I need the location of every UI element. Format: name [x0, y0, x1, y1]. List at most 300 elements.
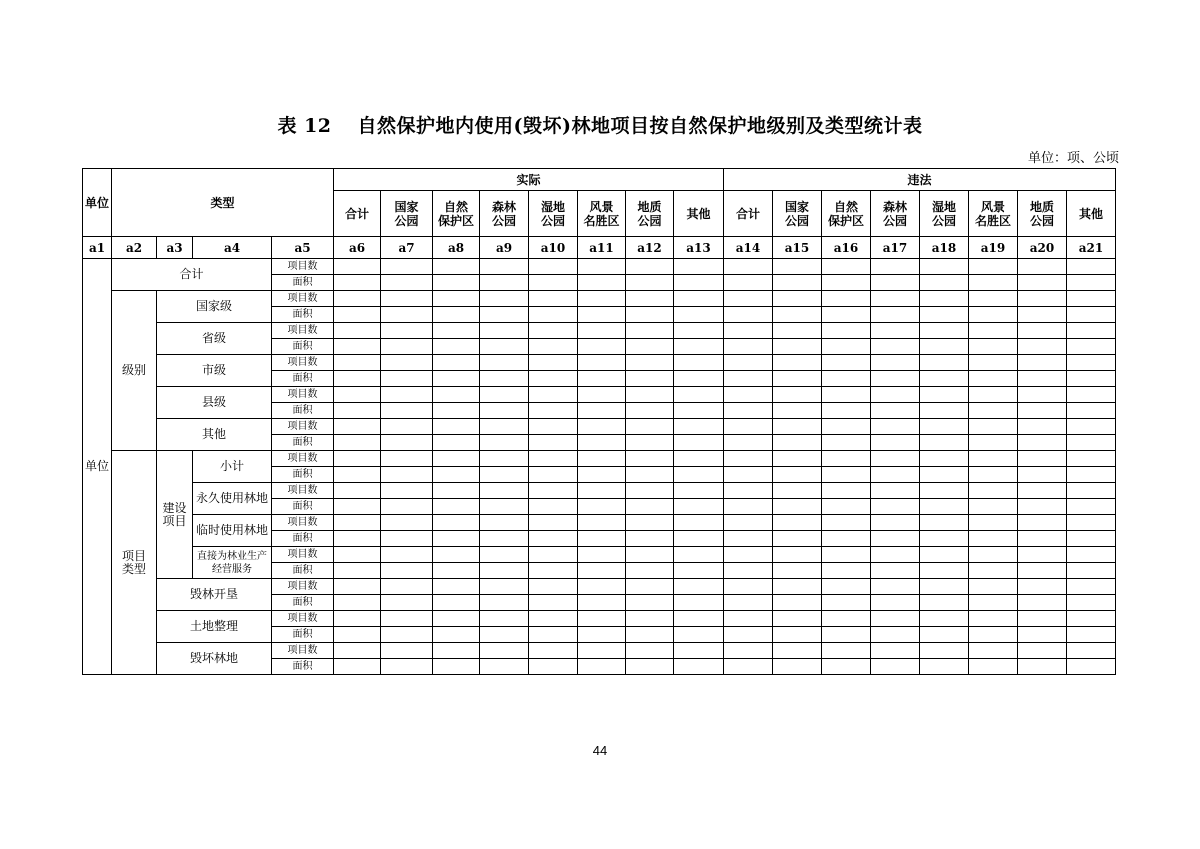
value-cell	[773, 259, 822, 275]
value-cell	[626, 403, 674, 419]
value-cell	[1018, 307, 1067, 323]
value-cell	[822, 531, 871, 547]
value-cell	[1067, 579, 1116, 595]
value-cell	[1067, 451, 1116, 467]
value-cell	[1018, 515, 1067, 531]
value-cell	[1067, 339, 1116, 355]
value-cell	[822, 611, 871, 627]
value-cell	[773, 387, 822, 403]
value-cell	[724, 547, 773, 563]
value-cell	[1018, 659, 1067, 675]
header-illegal-col: 自然 保护区	[822, 191, 871, 237]
value-cell	[433, 355, 480, 371]
value-cell	[724, 483, 773, 499]
value-cell	[626, 531, 674, 547]
value-cell	[674, 307, 724, 323]
value-cell	[334, 387, 381, 403]
table-row	[83, 547, 1116, 563]
value-cell	[773, 307, 822, 323]
value-cell	[480, 611, 529, 627]
value-cell	[480, 467, 529, 483]
value-cell	[674, 595, 724, 611]
value-cell	[480, 579, 529, 595]
value-cell	[920, 387, 969, 403]
value-cell	[1018, 323, 1067, 339]
value-cell	[626, 291, 674, 307]
value-cell	[433, 531, 480, 547]
value-cell	[674, 531, 724, 547]
value-cell	[334, 307, 381, 323]
value-cell	[334, 371, 381, 387]
value-cell	[529, 499, 578, 515]
value-cell	[578, 323, 626, 339]
metric-label: 项目数	[272, 355, 334, 371]
value-cell	[578, 643, 626, 659]
value-cell	[626, 467, 674, 483]
value-cell	[1018, 563, 1067, 579]
column-code: a1	[83, 237, 112, 259]
value-cell	[724, 387, 773, 403]
value-cell	[871, 499, 920, 515]
value-cell	[433, 643, 480, 659]
value-cell	[529, 323, 578, 339]
value-cell	[920, 275, 969, 291]
value-cell	[626, 547, 674, 563]
value-cell	[334, 291, 381, 307]
value-cell	[724, 579, 773, 595]
value-cell	[724, 595, 773, 611]
value-cell	[674, 547, 724, 563]
row-construction-item-label: 直接为林业生产 经营服务	[193, 547, 272, 579]
value-cell	[871, 627, 920, 643]
value-cell	[724, 563, 773, 579]
value-cell	[773, 627, 822, 643]
group-construction-label: 建设 项目	[157, 451, 193, 579]
value-cell	[674, 371, 724, 387]
value-cell	[626, 323, 674, 339]
value-cell	[381, 291, 433, 307]
value-cell	[1018, 595, 1067, 611]
value-cell	[674, 291, 724, 307]
value-cell	[529, 419, 578, 435]
value-cell	[1018, 419, 1067, 435]
value-cell	[969, 323, 1018, 339]
value-cell	[871, 291, 920, 307]
column-code: a21	[1067, 237, 1116, 259]
value-cell	[674, 563, 724, 579]
value-cell	[480, 563, 529, 579]
value-cell	[773, 643, 822, 659]
value-cell	[480, 483, 529, 499]
value-cell	[920, 579, 969, 595]
value-cell	[822, 307, 871, 323]
value-cell	[578, 419, 626, 435]
value-cell	[626, 275, 674, 291]
value-cell	[1067, 627, 1116, 643]
value-cell	[724, 307, 773, 323]
header-illegal-col: 合计	[724, 191, 773, 237]
value-cell	[626, 627, 674, 643]
value-cell	[871, 355, 920, 371]
value-cell	[1018, 435, 1067, 451]
table-row	[83, 419, 1116, 435]
value-cell	[626, 259, 674, 275]
value-cell	[724, 403, 773, 419]
value-cell	[674, 355, 724, 371]
value-cell	[969, 451, 1018, 467]
value-cell	[381, 339, 433, 355]
value-cell	[969, 307, 1018, 323]
value-cell	[674, 435, 724, 451]
value-cell	[674, 643, 724, 659]
value-cell	[822, 323, 871, 339]
metric-label: 面积	[272, 499, 334, 515]
value-cell	[724, 515, 773, 531]
value-cell	[724, 435, 773, 451]
value-cell	[871, 323, 920, 339]
value-cell	[724, 627, 773, 643]
value-cell	[578, 563, 626, 579]
value-cell	[920, 403, 969, 419]
value-cell	[969, 355, 1018, 371]
value-cell	[969, 499, 1018, 515]
value-cell	[578, 275, 626, 291]
group-level-label: 级别	[112, 291, 157, 451]
value-cell	[381, 563, 433, 579]
value-cell	[871, 451, 920, 467]
value-cell	[334, 611, 381, 627]
value-cell	[433, 595, 480, 611]
value-cell	[334, 515, 381, 531]
value-cell	[674, 451, 724, 467]
row-level-label: 国家级	[157, 291, 272, 323]
value-cell	[674, 515, 724, 531]
value-cell	[529, 307, 578, 323]
value-cell	[626, 515, 674, 531]
table-row	[83, 579, 1116, 595]
value-cell	[1067, 467, 1116, 483]
value-cell	[674, 323, 724, 339]
value-cell	[773, 659, 822, 675]
value-cell	[480, 387, 529, 403]
value-cell	[381, 531, 433, 547]
value-cell	[1018, 499, 1067, 515]
header-actual-col: 风景 名胜区	[578, 191, 626, 237]
value-cell	[822, 515, 871, 531]
value-cell	[969, 515, 1018, 531]
header-actual-col: 国家 公园	[381, 191, 433, 237]
table-row	[83, 169, 1116, 191]
value-cell	[334, 531, 381, 547]
value-cell	[920, 467, 969, 483]
value-cell	[626, 643, 674, 659]
value-cell	[1018, 371, 1067, 387]
column-code: a20	[1018, 237, 1067, 259]
metric-label: 项目数	[272, 643, 334, 659]
value-cell	[871, 387, 920, 403]
value-cell	[969, 371, 1018, 387]
header-actual-col: 森林 公园	[480, 191, 529, 237]
value-cell	[920, 563, 969, 579]
value-cell	[334, 627, 381, 643]
column-code: a2	[112, 237, 157, 259]
table-row	[83, 237, 1116, 259]
column-code: a19	[969, 237, 1018, 259]
value-cell	[626, 371, 674, 387]
table-row	[83, 323, 1116, 339]
value-cell	[674, 387, 724, 403]
value-cell	[578, 355, 626, 371]
value-cell	[969, 547, 1018, 563]
metric-label: 面积	[272, 275, 334, 291]
row-construction-item-label: 永久使用林地	[193, 483, 272, 515]
metric-label: 项目数	[272, 323, 334, 339]
header-actual-col: 湿地 公园	[529, 191, 578, 237]
value-cell	[871, 339, 920, 355]
value-cell	[822, 499, 871, 515]
value-cell	[674, 483, 724, 499]
value-cell	[381, 515, 433, 531]
table-row	[83, 259, 1116, 275]
value-cell	[1067, 259, 1116, 275]
value-cell	[529, 467, 578, 483]
value-cell	[871, 659, 920, 675]
statistics-table	[82, 168, 1116, 675]
value-cell	[920, 547, 969, 563]
header-illegal-col: 其他	[1067, 191, 1116, 237]
value-cell	[480, 339, 529, 355]
value-cell	[674, 499, 724, 515]
value-cell	[578, 387, 626, 403]
value-cell	[969, 275, 1018, 291]
value-cell	[969, 579, 1018, 595]
value-cell	[529, 387, 578, 403]
header-illegal: 违法	[724, 169, 1116, 191]
value-cell	[822, 419, 871, 435]
value-cell	[969, 467, 1018, 483]
value-cell	[626, 499, 674, 515]
value-cell	[480, 403, 529, 419]
value-cell	[433, 563, 480, 579]
value-cell	[773, 403, 822, 419]
value-cell	[674, 627, 724, 643]
row-project-type-label: 毁坏林地	[157, 643, 272, 675]
value-cell	[674, 611, 724, 627]
value-cell	[773, 355, 822, 371]
value-cell	[674, 259, 724, 275]
metric-label: 面积	[272, 595, 334, 611]
column-code: a14	[724, 237, 773, 259]
metric-label: 项目数	[272, 515, 334, 531]
value-cell	[871, 563, 920, 579]
header-illegal-col: 地质 公园	[1018, 191, 1067, 237]
value-cell	[433, 451, 480, 467]
metric-label: 项目数	[272, 259, 334, 275]
value-cell	[773, 275, 822, 291]
value-cell	[920, 355, 969, 371]
value-cell	[480, 531, 529, 547]
metric-label: 面积	[272, 371, 334, 387]
value-cell	[822, 467, 871, 483]
value-cell	[920, 515, 969, 531]
value-cell	[529, 355, 578, 371]
value-cell	[724, 451, 773, 467]
metric-label: 项目数	[272, 547, 334, 563]
value-cell	[381, 499, 433, 515]
value-cell	[773, 611, 822, 627]
unit-note: 单位：项、公顷	[1027, 151, 1119, 166]
value-cell	[529, 611, 578, 627]
value-cell	[1067, 547, 1116, 563]
value-cell	[626, 563, 674, 579]
value-cell	[724, 339, 773, 355]
value-cell	[1067, 307, 1116, 323]
value-cell	[920, 419, 969, 435]
row-level-label: 省级	[157, 323, 272, 355]
value-cell	[334, 547, 381, 563]
value-cell	[871, 467, 920, 483]
value-cell	[773, 435, 822, 451]
row-project-type-label: 毁林开垦	[157, 579, 272, 611]
row-level-label: 市级	[157, 355, 272, 387]
value-cell	[433, 435, 480, 451]
metric-label: 项目数	[272, 387, 334, 403]
value-cell	[822, 371, 871, 387]
metric-label: 面积	[272, 627, 334, 643]
value-cell	[334, 403, 381, 419]
value-cell	[381, 547, 433, 563]
value-cell	[480, 291, 529, 307]
value-cell	[381, 419, 433, 435]
value-cell	[969, 339, 1018, 355]
value-cell	[578, 547, 626, 563]
header-illegal-col: 森林 公园	[871, 191, 920, 237]
value-cell	[480, 643, 529, 659]
value-cell	[822, 547, 871, 563]
value-cell	[871, 643, 920, 659]
value-cell	[724, 659, 773, 675]
value-cell	[626, 611, 674, 627]
value-cell	[920, 643, 969, 659]
value-cell	[1067, 323, 1116, 339]
value-cell	[822, 451, 871, 467]
table-row	[83, 611, 1116, 627]
value-cell	[969, 419, 1018, 435]
value-cell	[822, 595, 871, 611]
table-row	[83, 291, 1116, 307]
value-cell	[578, 467, 626, 483]
value-cell	[674, 403, 724, 419]
value-cell	[920, 451, 969, 467]
value-cell	[480, 627, 529, 643]
value-cell	[1018, 627, 1067, 643]
value-cell	[626, 307, 674, 323]
value-cell	[480, 419, 529, 435]
value-cell	[334, 563, 381, 579]
column-code: a3	[157, 237, 193, 259]
value-cell	[1018, 483, 1067, 499]
value-cell	[1067, 371, 1116, 387]
value-cell	[480, 371, 529, 387]
table-title	[0, 111, 1200, 138]
value-cell	[773, 451, 822, 467]
value-cell	[822, 435, 871, 451]
value-cell	[334, 579, 381, 595]
value-cell	[969, 595, 1018, 611]
value-cell	[1018, 579, 1067, 595]
value-cell	[433, 307, 480, 323]
value-cell	[578, 595, 626, 611]
value-cell	[920, 611, 969, 627]
value-cell	[433, 579, 480, 595]
value-cell	[724, 531, 773, 547]
group-project-type-label: 项目 类型	[112, 451, 157, 675]
value-cell	[381, 435, 433, 451]
value-cell	[529, 515, 578, 531]
value-cell	[1018, 259, 1067, 275]
value-cell	[674, 659, 724, 675]
value-cell	[433, 515, 480, 531]
value-cell	[773, 531, 822, 547]
value-cell	[334, 419, 381, 435]
value-cell	[529, 451, 578, 467]
value-cell	[871, 595, 920, 611]
value-cell	[334, 451, 381, 467]
value-cell	[626, 595, 674, 611]
value-cell	[773, 483, 822, 499]
value-cell	[433, 323, 480, 339]
value-cell	[626, 387, 674, 403]
value-cell	[381, 387, 433, 403]
value-cell	[529, 627, 578, 643]
value-cell	[920, 307, 969, 323]
value-cell	[381, 659, 433, 675]
value-cell	[381, 483, 433, 499]
value-cell	[969, 563, 1018, 579]
value-cell	[773, 323, 822, 339]
value-cell	[433, 387, 480, 403]
value-cell	[626, 339, 674, 355]
value-cell	[871, 307, 920, 323]
metric-label: 项目数	[272, 579, 334, 595]
value-cell	[920, 499, 969, 515]
value-cell	[773, 515, 822, 531]
value-cell	[1018, 451, 1067, 467]
column-code: a18	[920, 237, 969, 259]
value-cell	[626, 355, 674, 371]
value-cell	[724, 323, 773, 339]
row-unit-label: 单位	[83, 259, 112, 675]
value-cell	[822, 659, 871, 675]
value-cell	[773, 579, 822, 595]
value-cell	[920, 339, 969, 355]
column-code: a10	[529, 237, 578, 259]
value-cell	[626, 579, 674, 595]
value-cell	[1067, 515, 1116, 531]
value-cell	[334, 483, 381, 499]
value-cell	[433, 627, 480, 643]
metric-label: 面积	[272, 339, 334, 355]
value-cell	[334, 467, 381, 483]
value-cell	[871, 419, 920, 435]
value-cell	[529, 531, 578, 547]
value-cell	[773, 563, 822, 579]
value-cell	[920, 435, 969, 451]
value-cell	[1067, 275, 1116, 291]
value-cell	[871, 259, 920, 275]
table-number: 表 12	[277, 115, 332, 137]
value-cell	[773, 419, 822, 435]
